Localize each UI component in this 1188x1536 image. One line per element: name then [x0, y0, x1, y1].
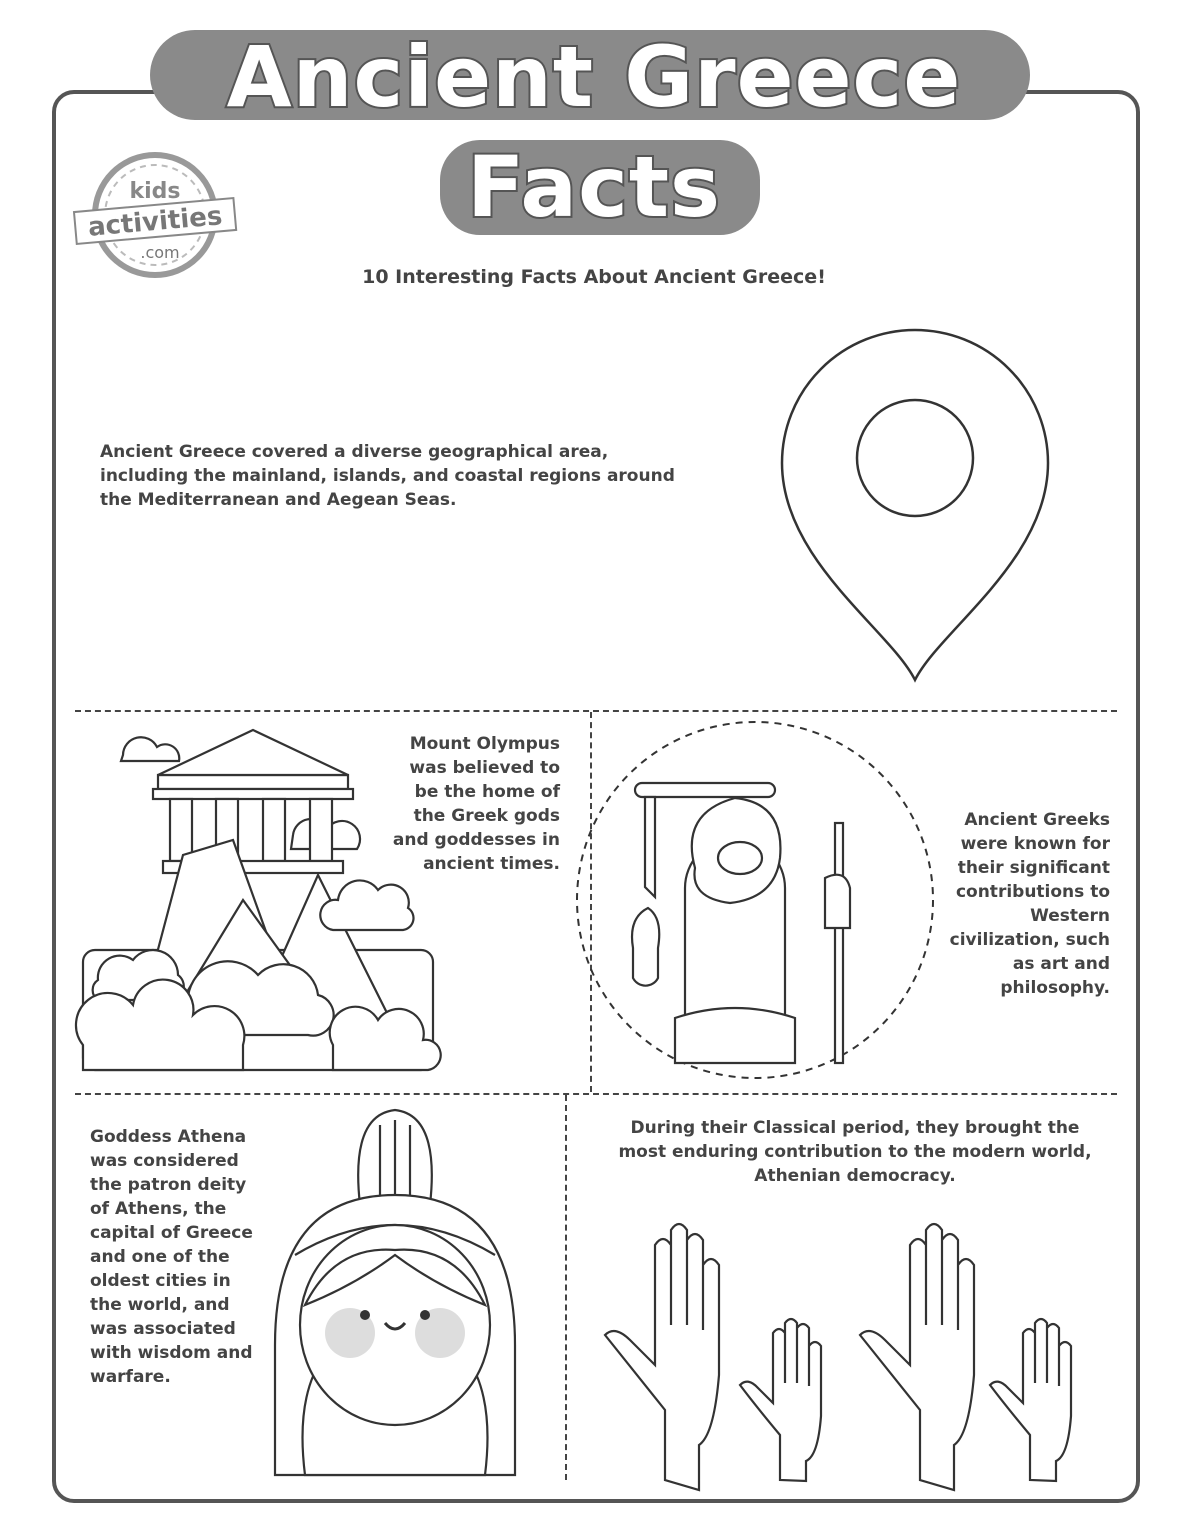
- raised-hands-icon: [600, 1225, 1110, 1480]
- fact-democracy: During their Classical period, they brought the most enduring contribution to the modern world, Athenian democracy.: [618, 1118, 1092, 1186]
- divider: [75, 1093, 1117, 1095]
- kids-activities-logo: [70, 150, 240, 280]
- divider: [75, 710, 1117, 712]
- fact-mount-olympus: Mount Olympus was believed to be the home of the Greek gods and goddesses in ancient times.: [392, 734, 560, 874]
- logo-kids: kids: [129, 179, 181, 204]
- athena-icon: [265, 1105, 525, 1480]
- logo-com: .com: [140, 243, 180, 262]
- subtitle: 10 Interesting Facts About Ancient Greece!: [362, 266, 826, 288]
- fact-western-civilization: Ancient Greeks were known for their significant contributions to Western civilization, such as art and philosophy.: [949, 810, 1110, 998]
- fact-athena: Goddess Athena was considered the patron deity of Athens, the capital of Greece and one of the oldest cities in the world, and was associated with wisdom and warfare.: [90, 1127, 253, 1387]
- logo-activities: activities: [86, 201, 224, 243]
- page-title-line2: Facts: [466, 138, 722, 236]
- page-title-line1: Ancient Greece: [226, 28, 962, 126]
- map-pin-icon: [780, 330, 1050, 685]
- philosopher-icon: [575, 718, 935, 1083]
- fact-geography: Ancient Greece covered a diverse geographical area, including the mainland, islands, and coastal regions around the Mediterranean and Aegean Seas.: [100, 442, 675, 510]
- divider: [565, 1095, 567, 1480]
